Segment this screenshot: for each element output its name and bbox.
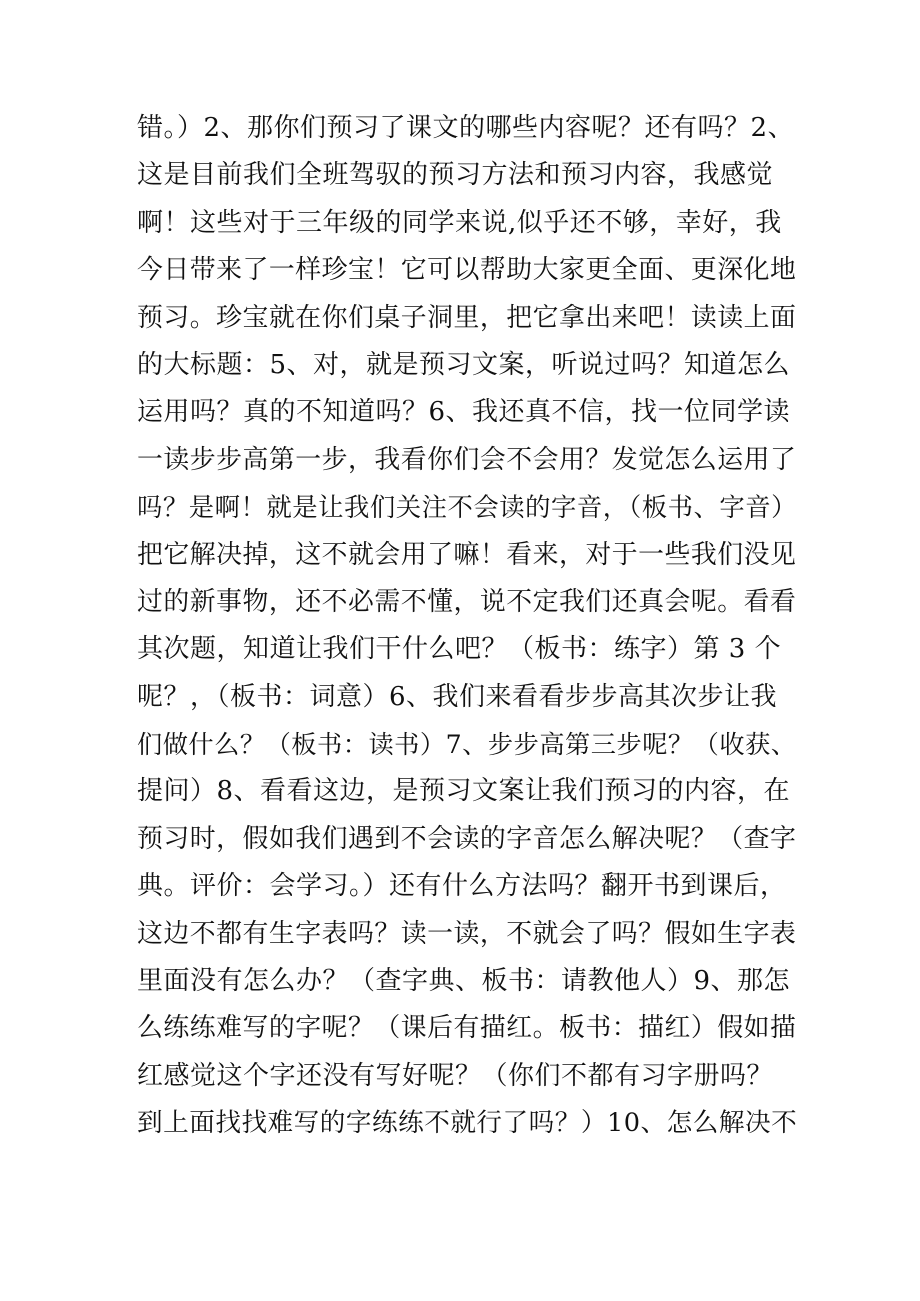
body-text: [137, 105, 797, 1148]
text-line: 错。）2、那你们预习了课文的哪些内容呢？还有吗？2、: [137, 113, 795, 143]
text-line: 今日带来了一样珍宝！它可以帮助大家更全面、更深化地: [137, 255, 797, 286]
text-line: 这是目前我们全班驾驭的预习方法和预习内容，我感觉: [137, 160, 774, 191]
text-line: 运用吗？真的不知道吗？6、我还真不信，找一位同学读: [137, 397, 791, 428]
text-line: 把它解决掉，这不就会用了嘛！看来，对于一些我们没见: [137, 539, 797, 570]
text-line: 其次题，知道让我们干什么吧？（板书：练字）第 3 个: [137, 634, 782, 665]
text-line: 过的新事物，还不必需不懂，说不定我们还真会呢。看看: [137, 586, 797, 617]
text-line: 们做什么？（板书：读书）7、步步高第三步呢？（收获、: [137, 730, 797, 760]
text-line: 一读步步高第一步，我看你们会不会用？发觉怎么运用了: [137, 444, 797, 475]
text-line: 里面没有怎么办？（查字典、板书：请教他人）9、那怎: [137, 966, 791, 997]
text-line: 吗？是啊！就是让我们关注不会读的字音，（板书、字音）: [137, 492, 798, 523]
text-line: 预习。珍宝就在你们桌子洞里，把它拿出来吧！读读上面: [137, 302, 797, 333]
text-line: 预习时，假如我们遇到不会读的字音怎么解决呢？（查字: [137, 823, 797, 854]
text-line: 啊！这些对于三年级的同学来说,似乎还不够，幸好，我: [137, 207, 782, 238]
text-line: 这边不都有生字表吗？读一读，不就会了吗？假如生字表: [137, 918, 797, 949]
text-line: 典。评价：会学习。）还有什么方法吗？翻开书到课后，: [137, 871, 787, 902]
text-line: 呢？，（板书：词意）6、我们来看看步步高其次步让我: [137, 681, 778, 712]
text-line: 到上面找找难写的字练练不就行了吗？）10、怎么解决不: [137, 1108, 798, 1139]
text-line: 红感觉这个字还没有写好呢？（你们不都有习字册吗？: [137, 1060, 774, 1091]
text-line: 么练练难写的字呢？（课后有描红。板书：描红）假如描: [137, 1013, 797, 1044]
text-line: 提问）8、看看这边，是预习文案让我们预习的内容，在: [137, 776, 791, 807]
text-line: 的大标题：5、对，就是预习文案，听说过吗？知道怎么: [137, 349, 791, 380]
